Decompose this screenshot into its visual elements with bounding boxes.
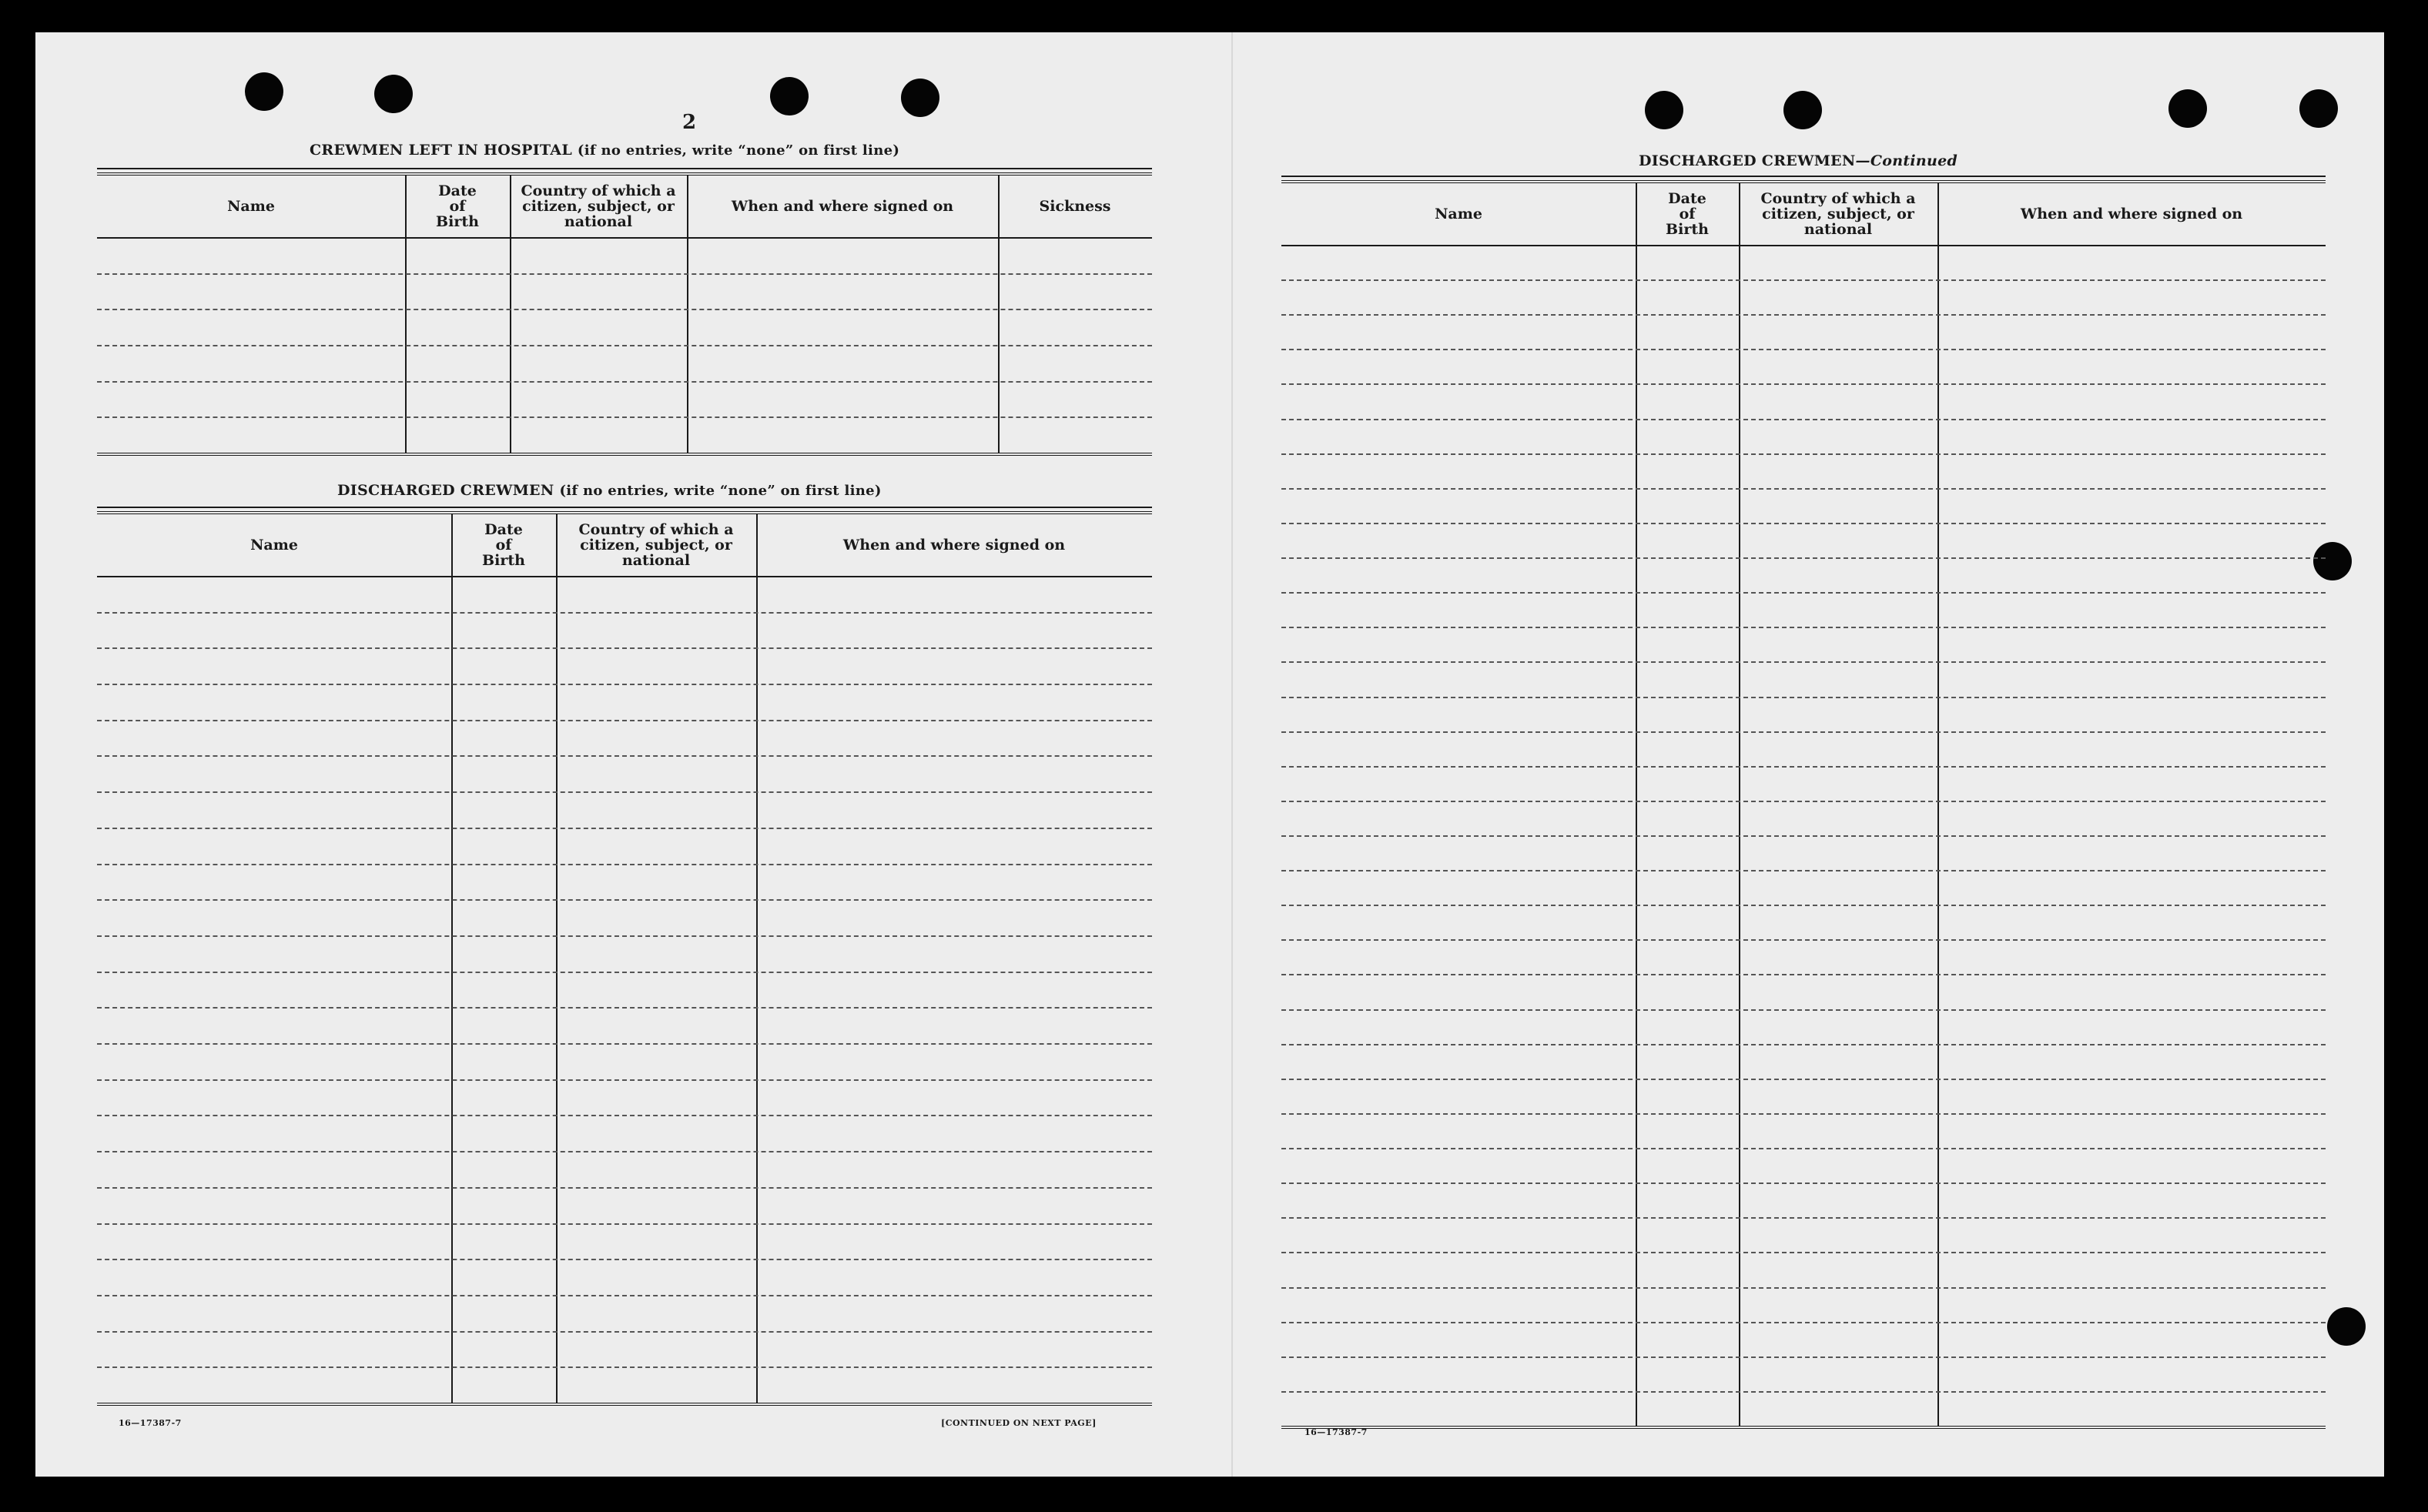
table-row[interactable] (97, 309, 1152, 310)
discharged-continued-text: DISCHARGED CREWMEN (1639, 152, 1856, 169)
table-row[interactable] (1281, 1079, 2326, 1080)
table-row[interactable] (97, 864, 1152, 865)
table-row[interactable] (1281, 731, 2326, 733)
table-row[interactable] (97, 1331, 1152, 1333)
column-header: When and where signed on (842, 537, 1066, 554)
form-code: 16—17387-7 (1304, 1427, 1368, 1437)
column-header: When and where signed on (2020, 206, 2243, 222)
discharged-title-note: (if no entries, write “none” on first line) (559, 483, 882, 499)
column-divider (405, 176, 407, 453)
table-row[interactable] (97, 1295, 1152, 1296)
discharged-title-text: DISCHARGED CREWMEN (337, 482, 554, 499)
column-header: Name (227, 198, 275, 215)
table-row[interactable] (1281, 1044, 2326, 1045)
table-row[interactable] (97, 899, 1152, 901)
column-header: Date of Birth (436, 182, 479, 230)
document-sheet (35, 32, 2384, 1477)
table-row[interactable] (97, 1007, 1152, 1009)
continued-suffix: —Continued (1855, 152, 1958, 169)
table-row[interactable] (97, 416, 1152, 418)
discharged-table (97, 511, 1152, 1400)
table-row[interactable] (1281, 835, 2326, 837)
column-header: Country of which a citizen, subject, or national (521, 182, 676, 230)
table-row[interactable] (1281, 1252, 2326, 1253)
column-header: Date of Birth (482, 521, 525, 569)
table-row[interactable] (97, 684, 1152, 685)
column-header: Date of Birth (1666, 190, 1709, 238)
table-row[interactable] (1281, 523, 2326, 524)
column-header: When and where signed on (731, 198, 954, 215)
table-row[interactable] (97, 755, 1152, 757)
table-row[interactable] (1281, 453, 2326, 455)
table-row[interactable] (1281, 592, 2326, 594)
table-row[interactable] (97, 612, 1152, 614)
table-row[interactable] (1281, 1148, 2326, 1149)
table-bottom-rule (97, 453, 1152, 456)
table-row[interactable] (97, 935, 1152, 937)
table-row[interactable] (1281, 1391, 2326, 1393)
table-row[interactable] (1281, 557, 2326, 559)
table-row[interactable] (97, 791, 1152, 793)
table-row[interactable] (97, 345, 1152, 346)
form-code: 16—17387-7 (119, 1418, 182, 1428)
table-header (97, 176, 1152, 239)
table-row[interactable] (97, 972, 1152, 973)
left-page (97, 63, 1206, 1464)
table-row[interactable] (1281, 661, 2326, 663)
discharged-continued-title (1639, 152, 1957, 169)
column-divider (998, 176, 1000, 453)
table-row[interactable] (97, 1115, 1152, 1116)
table-row[interactable] (1281, 1356, 2326, 1358)
column-header: Sickness (1039, 198, 1111, 215)
column-header: Country of which a citizen, subject, or national (1760, 190, 1916, 238)
table-row[interactable] (97, 1259, 1152, 1260)
page-fold (1231, 32, 1233, 1477)
table-row[interactable] (97, 828, 1152, 829)
table-bottom-rule (1281, 1426, 2326, 1429)
table-row[interactable] (1281, 627, 2326, 628)
table-row[interactable] (97, 647, 1152, 649)
table-header (1281, 183, 2326, 246)
table-row[interactable] (97, 1151, 1152, 1152)
hospital-title-text: CREWMEN LEFT IN HOSPITAL (310, 142, 572, 159)
table-row[interactable] (1281, 488, 2326, 490)
column-header: Name (1435, 206, 1482, 222)
table-row[interactable] (1281, 870, 2326, 871)
table-row[interactable] (1281, 314, 2326, 316)
column-header: Name (250, 537, 298, 554)
hospital-title-note: (if no entries, write “none” on first line) (577, 142, 900, 159)
table-row[interactable] (1281, 939, 2326, 941)
table-row[interactable] (1281, 1217, 2326, 1219)
table-row[interactable] (1281, 279, 2326, 281)
table-row[interactable] (1281, 349, 2326, 350)
table-row[interactable] (1281, 419, 2326, 420)
table-header (97, 514, 1152, 577)
column-divider (510, 176, 511, 453)
column-divider (1636, 183, 1637, 1426)
continued-note: [CONTINUED ON NEXT PAGE] (941, 1418, 1097, 1428)
right-page (1275, 63, 2376, 1464)
table-row[interactable] (1281, 905, 2326, 906)
table-row[interactable] (97, 381, 1152, 383)
table-row[interactable] (1281, 1113, 2326, 1115)
table-row[interactable] (97, 1043, 1152, 1045)
page-number: 2 (682, 111, 697, 134)
column-divider (687, 176, 688, 453)
table-row[interactable] (97, 1366, 1152, 1368)
table-row[interactable] (1281, 1183, 2326, 1184)
table-row[interactable] (97, 1079, 1152, 1081)
hospital-table (97, 172, 1152, 450)
column-header: Country of which a citizen, subject, or national (578, 521, 734, 569)
table-row[interactable] (1281, 766, 2326, 768)
column-divider (1739, 183, 1740, 1426)
table-row[interactable] (1281, 801, 2326, 802)
table-row[interactable] (1281, 1322, 2326, 1323)
column-divider (1937, 183, 1939, 1426)
table-row[interactable] (97, 1223, 1152, 1225)
table-row[interactable] (1281, 383, 2326, 385)
hospital-section-title (310, 142, 899, 159)
table-row[interactable] (97, 1187, 1152, 1189)
table-row[interactable] (97, 273, 1152, 275)
discharged-continued-table (1281, 180, 2326, 1423)
table-row[interactable] (1281, 1287, 2326, 1289)
table-row[interactable] (1281, 697, 2326, 698)
table-row[interactable] (1281, 974, 2326, 975)
table-bottom-rule (97, 1403, 1152, 1406)
table-row[interactable] (1281, 1009, 2326, 1011)
discharged-section-title (337, 482, 882, 499)
table-row[interactable] (97, 720, 1152, 721)
